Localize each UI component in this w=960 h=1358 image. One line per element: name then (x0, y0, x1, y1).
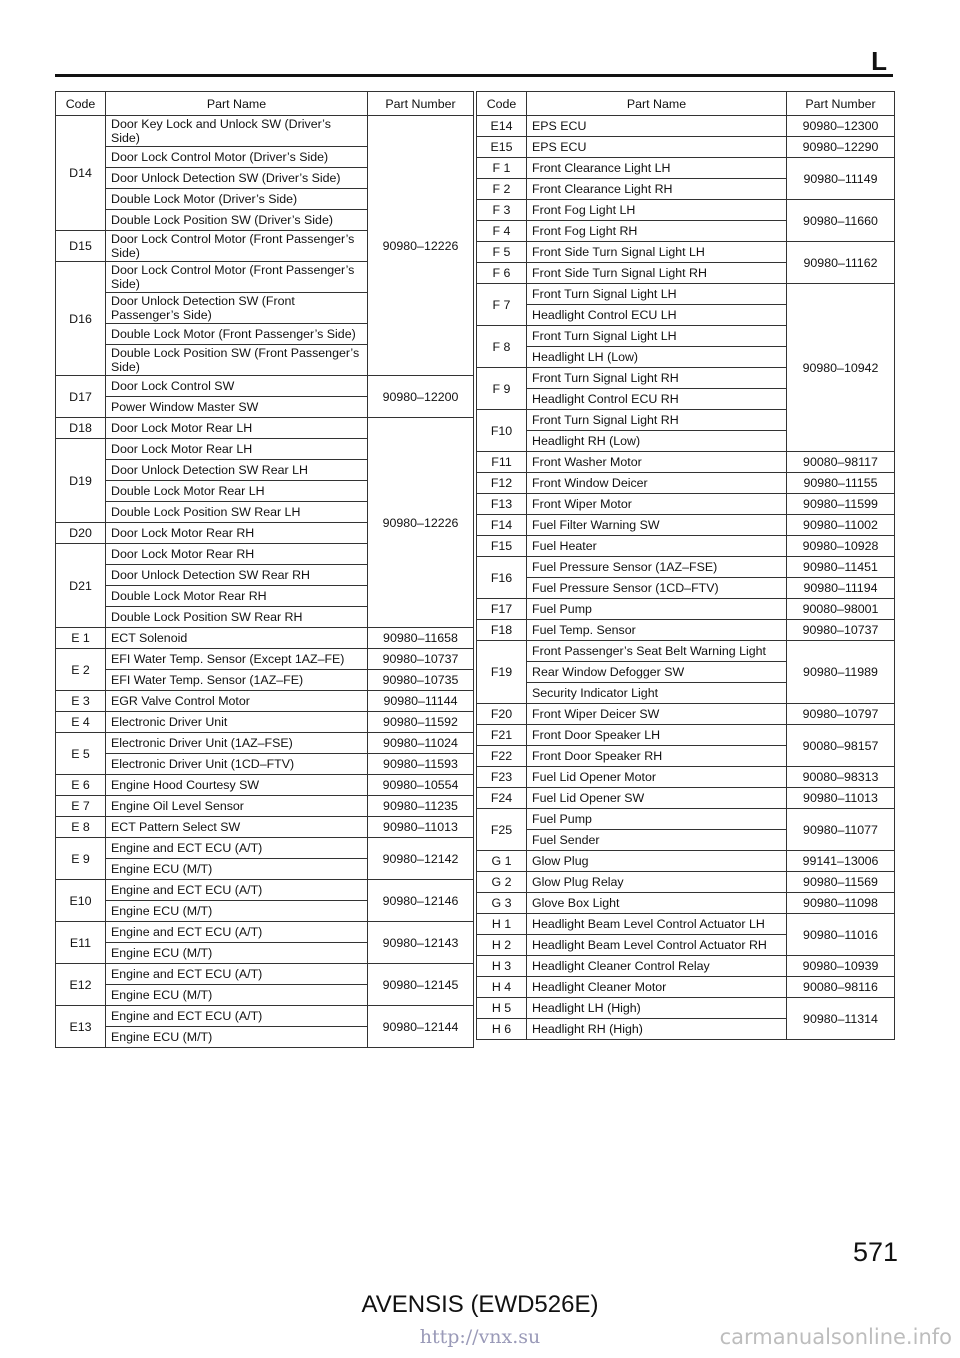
connector-code: E 5 (56, 733, 106, 775)
part-name: Headlight Control ECU LH (527, 305, 787, 326)
part-name: EFI Water Temp. Sensor (Except 1AZ–FE) (106, 649, 368, 670)
part-number: 90980–11660 (787, 200, 895, 242)
part-number: 90080–98157 (787, 725, 895, 767)
connector-code: F15 (477, 536, 527, 557)
part-number: 90980–10737 (368, 649, 474, 670)
connector-code: G 2 (477, 872, 527, 893)
part-number: 90980–11314 (787, 998, 895, 1040)
table-row (56, 1006, 474, 1027)
connector-code: F 9 (477, 368, 527, 410)
part-number-column-header: Part Number (787, 92, 895, 116)
table-row (477, 641, 895, 662)
part-number: 90980–12200 (368, 376, 474, 418)
connector-code: E15 (477, 137, 527, 158)
part-number: 90980–11016 (787, 914, 895, 956)
part-name: Electronic Driver Unit (106, 712, 368, 733)
table-row (477, 872, 895, 893)
part-number: 90980–11599 (787, 494, 895, 515)
section-letter: L (871, 46, 887, 76)
connector-code: F21 (477, 725, 527, 746)
part-name: Door Lock Motor Rear LH (106, 439, 368, 460)
part-number: 90980–11144 (368, 691, 474, 712)
part-number: 90980–10928 (787, 536, 895, 557)
part-name: Fuel Lid Opener Motor (527, 767, 787, 788)
part-name: Fuel Pressure Sensor (1CD–FTV) (527, 578, 787, 599)
connector-code: F19 (477, 641, 527, 704)
part-name: Front Wiper Deicer SW (527, 704, 787, 725)
part-name: Headlight RH (Low) (527, 431, 787, 452)
part-name: Double Lock Motor Rear RH (106, 586, 368, 607)
connector-code: D21 (56, 544, 106, 628)
connector-code: F25 (477, 809, 527, 851)
table-row (477, 851, 895, 872)
part-name: Door Lock Motor Rear RH (106, 544, 368, 565)
table-row (56, 775, 474, 796)
part-name: Front Wiper Motor (527, 494, 787, 515)
part-name: Front Turn Signal Light LH (527, 284, 787, 305)
part-number: 90080–98313 (787, 767, 895, 788)
connector-code: F20 (477, 704, 527, 725)
table-row (477, 494, 895, 515)
part-number: 90980–12144 (368, 1006, 474, 1048)
part-number: 90980–12143 (368, 922, 474, 964)
part-number: 90980–11989 (787, 641, 895, 704)
connector-code: E 4 (56, 712, 106, 733)
part-number: 90980–11451 (787, 557, 895, 578)
connector-code: F 1 (477, 158, 527, 179)
part-number: 90980–11149 (787, 158, 895, 200)
part-name: Double Lock Position SW Rear RH (106, 607, 368, 628)
part-name-column-header: Part Name (106, 92, 368, 116)
part-name: Door Lock Control Motor (Front Passenger’s Side) (106, 231, 368, 262)
connector-code: F13 (477, 494, 527, 515)
part-name: Engine and ECT ECU (A/T) (106, 880, 368, 901)
part-name: Headlight LH (High) (527, 998, 787, 1019)
part-name: Fuel Pressure Sensor (1AZ–FSE) (527, 557, 787, 578)
connector-code: F17 (477, 599, 527, 620)
part-name: Engine and ECT ECU (A/T) (106, 922, 368, 943)
part-name: Door Unlock Detection SW Rear LH (106, 460, 368, 481)
connector-code: F10 (477, 410, 527, 452)
table-row (477, 116, 895, 137)
connector-code: F14 (477, 515, 527, 536)
connector-code: E 1 (56, 628, 106, 649)
part-name: Headlight RH (High) (527, 1019, 787, 1040)
connector-code: F 4 (477, 221, 527, 242)
part-name: Front Washer Motor (527, 452, 787, 473)
part-name: Front Clearance Light LH (527, 158, 787, 179)
connector-code: D16 (56, 262, 106, 376)
table-row (56, 817, 474, 838)
part-number: 90980–12226 (368, 418, 474, 628)
code-column-header: Code (477, 92, 527, 116)
part-number: 90980–11013 (368, 817, 474, 838)
connector-code: E 8 (56, 817, 106, 838)
part-name: Fuel Lid Opener SW (527, 788, 787, 809)
part-name: Headlight Control ECU RH (527, 389, 787, 410)
connector-code: E 6 (56, 775, 106, 796)
connector-code: D15 (56, 231, 106, 262)
code-column-header: Code (56, 92, 106, 116)
connector-code: D19 (56, 439, 106, 523)
table-row (477, 704, 895, 725)
table-row (56, 649, 474, 670)
part-number: 90980–12146 (368, 880, 474, 922)
table-row (56, 754, 474, 775)
part-number: 90980–11002 (787, 515, 895, 536)
part-name: Headlight Cleaner Control Relay (527, 956, 787, 977)
part-name: Engine and ECT ECU (A/T) (106, 964, 368, 985)
part-name: Engine ECU (M/T) (106, 859, 368, 880)
part-name: Double Lock Motor (Driver’s Side) (106, 189, 368, 210)
table-row (477, 725, 895, 746)
connector-code: F 5 (477, 242, 527, 263)
watermark-text: carmanualsonline.info (719, 1325, 952, 1349)
part-name: Front Turn Signal Light LH (527, 326, 787, 347)
table-row (56, 838, 474, 859)
connector-code: E14 (477, 116, 527, 137)
part-number: 90980–11592 (368, 712, 474, 733)
connector-code: G 1 (477, 851, 527, 872)
table-row (56, 628, 474, 649)
table-row (477, 977, 895, 998)
connector-code: F23 (477, 767, 527, 788)
table-row (477, 788, 895, 809)
footer-title: AVENSIS (EWD526E) (361, 1291, 599, 1318)
part-name: Front Passenger’s Seat Belt Warning Light (527, 641, 787, 662)
part-number: 90080–98117 (787, 452, 895, 473)
connector-code: F12 (477, 473, 527, 494)
connector-code: F11 (477, 452, 527, 473)
connector-code: F 3 (477, 200, 527, 221)
part-number: 99141–13006 (787, 851, 895, 872)
connector-code: D20 (56, 523, 106, 544)
part-number: 90980–12142 (368, 838, 474, 880)
connector-code: F16 (477, 557, 527, 599)
part-number: 90980–11024 (368, 733, 474, 754)
table-row (477, 536, 895, 557)
connector-code: E10 (56, 880, 106, 922)
part-name: Electronic Driver Unit (1AZ–FSE) (106, 733, 368, 754)
part-name: ECT Solenoid (106, 628, 368, 649)
part-number: 90980–10737 (787, 620, 895, 641)
table-row (477, 956, 895, 977)
table-row (477, 452, 895, 473)
table-row (477, 620, 895, 641)
connector-code: E11 (56, 922, 106, 964)
part-name: Engine Oil Level Sensor (106, 796, 368, 817)
right-parts-table (476, 91, 895, 1040)
part-number: 90980–11194 (787, 578, 895, 599)
part-name: ECT Pattern Select SW (106, 817, 368, 838)
table-row (56, 880, 474, 901)
connector-code: F 8 (477, 326, 527, 368)
part-name: Front Clearance Light RH (527, 179, 787, 200)
connector-code: F22 (477, 746, 527, 767)
part-name: Engine and ECT ECU (A/T) (106, 1006, 368, 1027)
part-name: Headlight LH (Low) (527, 347, 787, 368)
part-name: Door Unlock Detection SW (Front Passenger’s Side) (106, 293, 368, 324)
part-number: 90980–11162 (787, 242, 895, 284)
part-name: Glow Plug Relay (527, 872, 787, 893)
connector-code: G 3 (477, 893, 527, 914)
connector-code: H 2 (477, 935, 527, 956)
part-number: 90980–11077 (787, 809, 895, 851)
part-name: Front Side Turn Signal Light RH (527, 263, 787, 284)
connector-code: H 1 (477, 914, 527, 935)
part-name: Front Side Turn Signal Light LH (527, 242, 787, 263)
connector-code: F 2 (477, 179, 527, 200)
part-name: Front Turn Signal Light RH (527, 410, 787, 431)
connector-code: E 2 (56, 649, 106, 691)
part-number: 90080–98001 (787, 599, 895, 620)
table-row (477, 137, 895, 158)
part-name: Engine ECU (M/T) (106, 901, 368, 922)
left-table-header-row (56, 92, 474, 116)
part-name: EPS ECU (527, 137, 787, 158)
footer-url[interactable]: http://vnx.su (419, 1326, 541, 1348)
left-parts-table (55, 91, 474, 1048)
part-number: 90980–10942 (787, 284, 895, 452)
table-row (477, 914, 895, 935)
part-name: Power Window Master SW (106, 397, 368, 418)
part-number: 90980–11013 (787, 788, 895, 809)
connector-code: E12 (56, 964, 106, 1006)
part-name: Engine ECU (M/T) (106, 1027, 368, 1048)
table-row (477, 809, 895, 830)
connector-code: F 6 (477, 263, 527, 284)
part-number: 90980–11658 (368, 628, 474, 649)
table-row (477, 578, 895, 599)
part-name: Double Lock Position SW Rear LH (106, 502, 368, 523)
table-row (477, 893, 895, 914)
part-number: 90980–11235 (368, 796, 474, 817)
table-row (477, 200, 895, 221)
table-row (56, 712, 474, 733)
part-number: 90980–12145 (368, 964, 474, 1006)
part-name: Door Unlock Detection SW (Driver’s Side) (106, 168, 368, 189)
part-name: Headlight Cleaner Motor (527, 977, 787, 998)
connector-code: H 3 (477, 956, 527, 977)
part-name: Front Door Speaker LH (527, 725, 787, 746)
part-name: Fuel Sender (527, 830, 787, 851)
connector-code: H 5 (477, 998, 527, 1019)
connector-code: F24 (477, 788, 527, 809)
part-name: Double Lock Motor Rear LH (106, 481, 368, 502)
connector-code: E 7 (56, 796, 106, 817)
part-name: Door Lock Control Motor (Front Passenger’s Side) (106, 262, 368, 293)
table-row (56, 733, 474, 754)
part-number: 90980–12226 (368, 116, 474, 376)
part-name: Front Turn Signal Light RH (527, 368, 787, 389)
part-number: 90080–98116 (787, 977, 895, 998)
table-row (56, 376, 474, 397)
right-table-header-row (477, 92, 895, 116)
table-row (56, 670, 474, 691)
connector-code: H 4 (477, 977, 527, 998)
part-name: Door Lock Control Motor (Driver’s Side) (106, 147, 368, 168)
part-name: EGR Valve Control Motor (106, 691, 368, 712)
part-name: Fuel Temp. Sensor (527, 620, 787, 641)
table-row (56, 691, 474, 712)
part-name: Headlight Beam Level Control Actuator LH (527, 914, 787, 935)
header-rule (55, 74, 893, 77)
part-name: Double Lock Position SW (Front Passenger’s Side) (106, 345, 368, 376)
part-name: Door Unlock Detection SW Rear RH (106, 565, 368, 586)
part-number: 90980–10939 (787, 956, 895, 977)
part-name: Fuel Heater (527, 536, 787, 557)
part-name: Door Key Lock and Unlock SW (Driver’s Side) (106, 116, 368, 147)
part-name: Glow Plug (527, 851, 787, 872)
part-number: 90980–11593 (368, 754, 474, 775)
table-row (477, 998, 895, 1019)
part-number: 90980–11569 (787, 872, 895, 893)
part-name: Double Lock Motor (Front Passenger’s Side) (106, 324, 368, 345)
part-name: Rear Window Defogger SW (527, 662, 787, 683)
connector-code: F 7 (477, 284, 527, 326)
page-number: 571 (852, 1237, 898, 1267)
part-number-column-header: Part Number (368, 92, 474, 116)
part-name: Engine ECU (M/T) (106, 943, 368, 964)
part-name: Headlight Beam Level Control Actuator RH (527, 935, 787, 956)
table-row (477, 473, 895, 494)
connector-code: E 3 (56, 691, 106, 712)
part-name: Fuel Pump (527, 599, 787, 620)
connector-code: D17 (56, 376, 106, 418)
table-row (477, 242, 895, 263)
table-row (56, 418, 474, 439)
connector-code: E13 (56, 1006, 106, 1048)
part-name: Front Fog Light RH (527, 221, 787, 242)
table-row (477, 767, 895, 788)
part-name: Door Lock Motor Rear RH (106, 523, 368, 544)
table-row (56, 964, 474, 985)
connector-code: D18 (56, 418, 106, 439)
part-number: 90980–11155 (787, 473, 895, 494)
part-number: 90980–10735 (368, 670, 474, 691)
connector-code: D14 (56, 116, 106, 231)
connector-code: E 9 (56, 838, 106, 880)
table-row (56, 796, 474, 817)
table-row (477, 599, 895, 620)
table-row (477, 557, 895, 578)
connector-code: H 6 (477, 1019, 527, 1040)
part-name: Engine Hood Courtesy SW (106, 775, 368, 796)
table-row (477, 515, 895, 536)
part-name: Front Door Speaker RH (527, 746, 787, 767)
part-name: Front Fog Light LH (527, 200, 787, 221)
part-name: Glove Box Light (527, 893, 787, 914)
part-name: Front Window Deicer (527, 473, 787, 494)
part-name: Door Lock Motor Rear LH (106, 418, 368, 439)
table-row (477, 284, 895, 305)
part-name: Engine and ECT ECU (A/T) (106, 838, 368, 859)
part-name: Fuel Pump (527, 809, 787, 830)
connector-code: F18 (477, 620, 527, 641)
part-number: 90980–10554 (368, 775, 474, 796)
part-name: EPS ECU (527, 116, 787, 137)
part-number: 90980–12300 (787, 116, 895, 137)
part-name: EFI Water Temp. Sensor (1AZ–FE) (106, 670, 368, 691)
part-name: Double Lock Position SW (Driver’s Side) (106, 210, 368, 231)
table-row (56, 922, 474, 943)
part-name-column-header: Part Name (527, 92, 787, 116)
part-name: Fuel Filter Warning SW (527, 515, 787, 536)
part-name: Door Lock Control SW (106, 376, 368, 397)
part-number: 90980–11098 (787, 893, 895, 914)
part-number: 90980–12290 (787, 137, 895, 158)
part-name: Security Indicator Light (527, 683, 787, 704)
part-number: 90980–10797 (787, 704, 895, 725)
table-row (477, 158, 895, 179)
part-name: Engine ECU (M/T) (106, 985, 368, 1006)
table-row (56, 116, 474, 147)
part-name: Electronic Driver Unit (1CD–FTV) (106, 754, 368, 775)
